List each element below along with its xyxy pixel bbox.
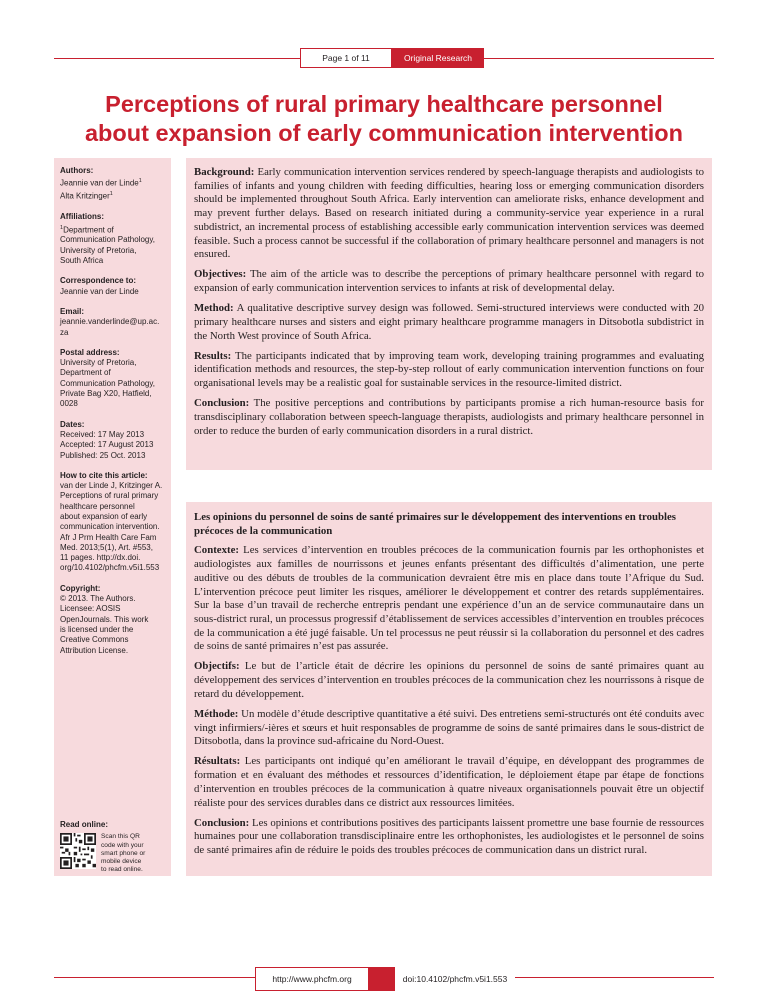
footer-rule-right xyxy=(515,977,714,978)
resume-resultats: Résultats: Les participants ont indiqué qu’en améliorant le travail d’équipe, en développant des programmes de formation et en évaluant des méthodes et ressources d’identification, le déploiement étape par étape de fonctions d’intervention en troubles précoces de la communication à quatre niveaux organisationnels pouvait être un objectif réaliste pour des services durables dans ce district aux ressources limitées. xyxy=(194,755,704,809)
email-block: Email: jeannie.vanderlinde@up.ac. za xyxy=(60,307,165,338)
abstract-results: Results: The participants indicated that by improving team work, developing training programmes and evaluating identification methods and resources, the step-by-step rollout of early communication intervention functions on four organisational levels may be a realistic goal for sustainable services in the resource-limited district. xyxy=(194,349,704,390)
abstract-french xyxy=(186,502,712,876)
resume-objectifs: Objectifs: Le but de l’article était de décrire les opinions du personnel de soins de santé primaires quant au développement des services d’intervention en troubles précoces de la communication chez les nourrissons à risque de retard du développement. xyxy=(194,660,704,700)
header-rule-left xyxy=(54,58,300,59)
doi-link[interactable]: doi:10.4102/phcfm.v5i1.553 xyxy=(402,974,508,984)
abstract-english xyxy=(186,158,712,470)
abstract-method: Method: A qualitative descriptive survey design was followed. Semi-structured interviews were conducted with 20 primary healthcare nurses and sisters and eight primary healthcare programme managers in Ditsobotla subdistrict in the North West province of South Africa. xyxy=(194,302,704,342)
qr-code-icon[interactable] xyxy=(60,833,96,869)
french-abstract-title: Les opinions du personnel de soins de santé primaires sur le développement des interventions en troubles précoces de la communication xyxy=(194,511,677,537)
resume-conclusion: Conclusion: Les opinions et contributions positives des participants laissent promettre une base fournie de ressources humaines pour une collaboration transdisciplinaire entre les orthophonistes, les audiologistes et le personnel de soins de santé primaires afin de réduire le poids des troubles précoces de communication dans un district rural. xyxy=(194,816,704,857)
postal-address-block: Postal address: University of Pretoria, Department of Communication Pathology, Private Bag X20, Hatfield, 0028 xyxy=(60,347,156,409)
title-line-2: about expansion of early communication intervention xyxy=(84,120,684,146)
abstract-background: Background: Early communication intervention services rendered by speech-language therapists and audiologists to families of infants and young children with feeding difficulties, hearing loss or emerging communication disorders should be implemented throughout South Africa. Early intervention can ameliorate risks, enhance development and may prevent further delays. Based on research initiated during a community-service year experience in a rural subdistrict, an incremental process of establishing accessible early communication intervention services was deemed feasible. Such a process cannot be successful if the collaboration of primary healthcare personnel and managers is not ensured. xyxy=(194,166,704,261)
qr-instructions: Scan this QR code with your smart phone or mobile device to read online. xyxy=(101,833,146,874)
dates-block: Dates: Received: 17 May 2013 Accepted: 17 August 2013 Published: 25 Oct. 2013 xyxy=(60,419,154,460)
author-1: Jeannie van der Linde$^1$ xyxy=(60,178,142,188)
article-type-badge: Original Research xyxy=(392,48,484,68)
citation-block: How to cite this article: van der Linde J, Kritzinger A. Perceptions of rural primary healthcare personnel about expansion of early communication intervention. Afr J Prm Health Care Fam Med. 2013;5(1), Art. #553, 11 pages. http://dx.doi. org/10.4102/phcfm.v5i1.553 xyxy=(60,470,163,573)
resume-contexte: Contexte: Les services d’intervention en troubles précoces de la communication fournis par les orthophonistes et audiologistes aux familles de nourrissons et jeunes enfants présentant des difficultés d’alimentation, une perte auditive ou des débuts de troubles de la communication devraient être mis en place dans toute l’Afrique du Sud. L’intervention précoce peut limiter les risques, améliorer le développement et contrer des retards supplémentaires. Sur la base d’un travail de recherche entrepris pendant une expérience d’un an de service communautaire dans un sous-district rural, un processus progressif d’établissement de services accessibles d’intervention en troubles précoces de la communication a été jugé faisable. Un tel processus ne peut réussir si la collaboration du personnel et des cadres de soins de santé primaires n’est pas assurée. xyxy=(194,544,704,653)
header-rule-right xyxy=(484,58,714,59)
correspondence-block: Correspondence to: Jeannie van der Linde xyxy=(60,276,139,296)
page-number: Page 1 of 11 xyxy=(300,48,392,68)
abstract-conclusion: Conclusion: The positive perceptions and contributions by participants promise a rich human-resource basis for transdisciplinary collaboration between speech-language therapists, audiologists and primary healthcare personnel in order to reduce the burden of early communication disorders in a rural district. xyxy=(194,397,704,437)
resume-methode: Méthode: Un modèle d’étude descriptive quantitative a été suivi. Des entretiens semi-structurés ont été conduits avec vingt infirmiers/-ières et sœurs et huit responsables de programme de soins de santé primaires dans le sous-district de Ditsobotla, dans la province sud-africaine du Nord-Ouest. xyxy=(194,707,705,748)
abstract-objectives: Objectives: The aim of the article was to describe the perceptions of primary healthcare personnel with regard to expansion of early communication intervention services to infants at risk of developmental delay. xyxy=(194,268,704,295)
footer-rule-left xyxy=(54,977,255,978)
authors-heading: Authors: xyxy=(60,166,94,175)
authors-block xyxy=(60,166,165,202)
email-link[interactable]: jeannie.vanderlinde@up.ac. xyxy=(60,317,160,327)
affiliations-heading: Affiliations: xyxy=(60,212,104,222)
read-online-block: Read online: Scan this QR code with your smart phone or mobile device to read online. xyxy=(60,820,146,874)
author-2: Alta Kritzinger$^1$ xyxy=(60,191,113,201)
journal-url-link[interactable]: http://www.phcfm.org xyxy=(255,967,369,991)
article-title xyxy=(40,90,728,148)
footer-accent-block xyxy=(369,967,395,991)
article-info-sidebar xyxy=(54,158,171,876)
title-line-1: Perceptions of rural primary healthcare personnel xyxy=(105,91,663,117)
copyright-block: Copyright: © 2013. The Authors. Licensee: AOSIS OpenJournals. This work is licensed under the Creative Commons Attribution License. xyxy=(60,583,149,655)
affiliations-block: Affiliations: $^1$Department of Communication Pathology, University of Pretoria, South Africa xyxy=(60,212,165,266)
